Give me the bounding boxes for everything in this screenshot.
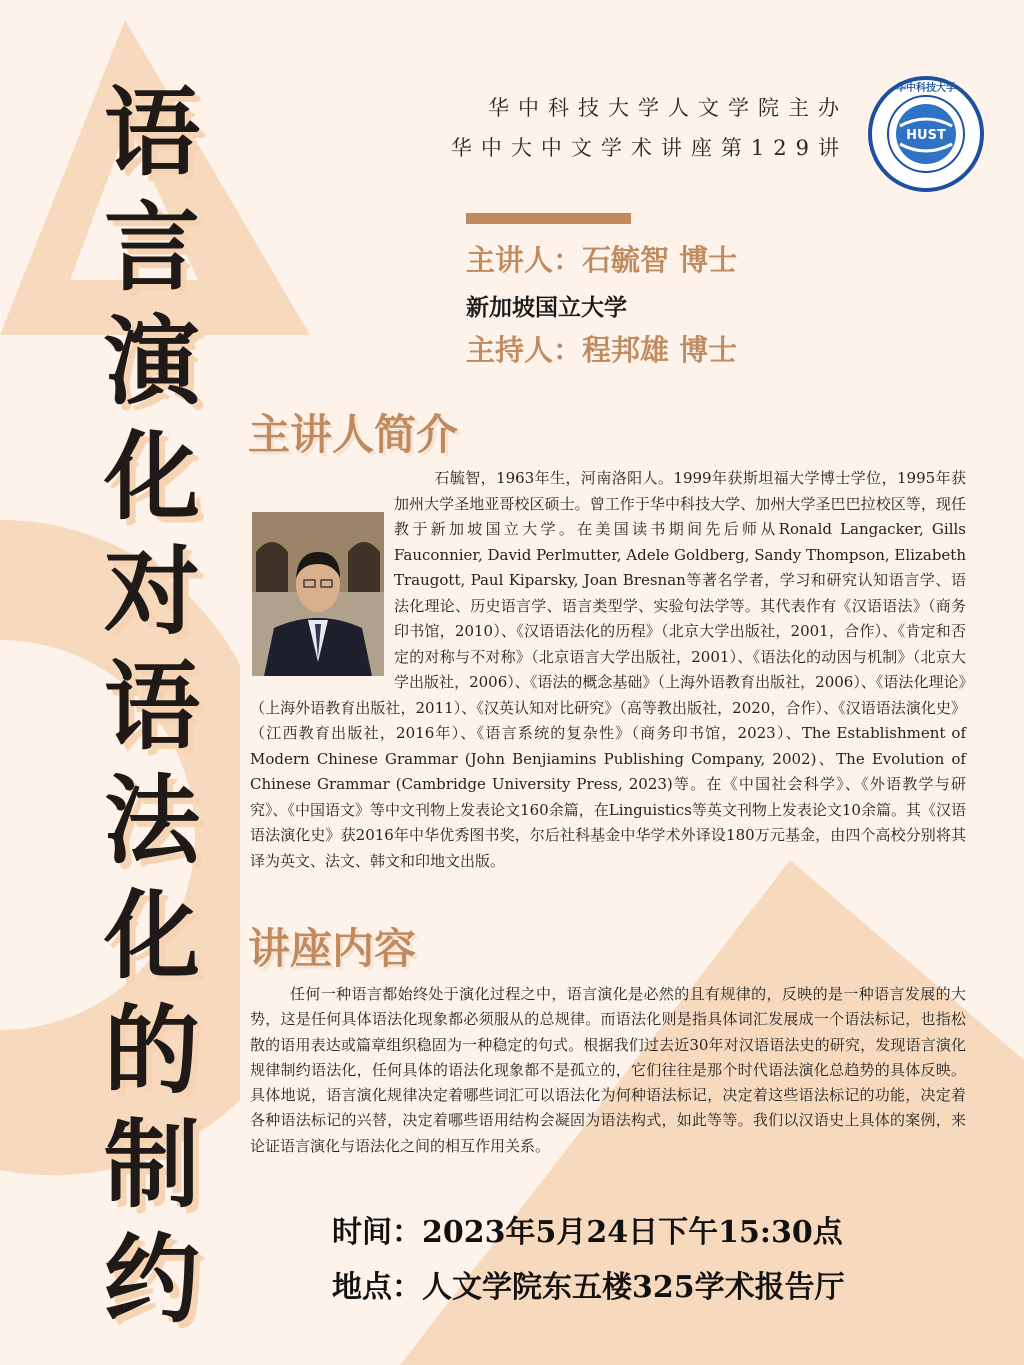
title-char: 语 — [104, 649, 200, 763]
speaker-bio — [250, 466, 966, 874]
title-char: 制 — [104, 1108, 200, 1222]
title-char: 对 — [104, 534, 200, 648]
event-time: 时间：2023年5月24日下午15:30点 — [332, 1215, 843, 1250]
organizer-line: 华中科技大学人文学院主办 — [488, 96, 848, 120]
host-line: 主持人：程邦雄 博士 — [466, 333, 738, 367]
title-char: 的 — [104, 993, 200, 1107]
bio-section-title: 主讲人简介 — [248, 410, 459, 459]
title-char: 化 — [104, 420, 200, 534]
lecture-series-line: 华中大中文学术讲座第129讲 — [450, 136, 848, 160]
title-char: 言 — [104, 190, 200, 304]
title-char: 约 — [104, 1223, 200, 1337]
event-place: 地点：人文学院东五楼325学术报告厅 — [332, 1270, 845, 1305]
content-section-title: 讲座内容 — [248, 924, 417, 973]
logo-ring-text: 华中科技大学 — [896, 83, 956, 94]
university-logo — [866, 74, 986, 194]
title-char: 法 — [104, 764, 200, 878]
title-char: 演 — [104, 305, 200, 419]
lecture-content-text: 任何一种语言都始终处于演化过程之中，语言演化是必然的且有规律的，反映的是一种语言发展的大势，这是任何具体语法化现象都必须服从的总规律。而语法化则是指具体词汇发展成一个语法标记，也指松散的语用表达或篇章组织稳固为一种稳定的句式。根据我们过去近30年对汉语语法史的研究，发现语言演化规律制约语法化，任何具体的语法化现象都不是孤立的，它们往往是那个时代语法演化总趋势的具体反映。具体地说，语言演化规律决定着哪些词汇可以语法化为何种语法标记，决定着这些语法标记的功能，决定着各种语法标记的兴替，决定着哪些语用结构会凝固为语法构式，如此等等。我们以汉语史上具体的案例，来论证语言演化与语法化之间的相互作用关系。 — [250, 985, 966, 1155]
speaker-affiliation: 新加坡国立大学 — [466, 294, 627, 321]
accent-bar — [466, 213, 631, 224]
title-char: 语 — [104, 76, 200, 189]
title-char: 化 — [104, 878, 200, 992]
vertical-title — [92, 76, 212, 1338]
speaker-line: 主讲人：石毓智 博士 — [466, 243, 738, 277]
logo-inner-text: HUST — [906, 128, 946, 143]
bio-text: 石毓智，1963年生，河南洛阳人。1999年获斯坦福大学博士学位，1995年获加州大学圣地亚哥校区硕士。曾工作于华中科技大学、加州大学圣巴巴拉校区等，现任教于新加坡国立大学。在美国读书期间先后师从Ronald Langacker, Gills Fauconnier, David Perlmutter, Adele Goldberg, Sandy Thompson, Elizabeth Traugott, Paul Kiparsky, Joan Bresnan等著名学者，学习和研究认知语言学、语法化理论、历史语言学、语言类型学、实验句法学等。其代表作有《汉语语法》（商务印书馆，2010）、《汉语语法化的历程》（北京大学出版社，2001，合作）、《肯定和否定的对称与不对称》（北京语言大学出版社，2001）、《语法化的动因与机制》（北京大学出版社，2006）、《语法的概念基础》（上海外语教育出版社，2006）、《语法化理论》（上海外语教育出版社，2011）、《汉英认知对比研究》（高等教出版社，2020，合作）、《汉语语法演化史》（江西教育出版社，2016年）、《语言系统的复杂性》（商务印书馆，2023）、The Establishment of Modern Chinese Grammar (John Benjiamins Publishing Company, 2002)、The Evolution of Chinese Grammar (Cambridge University Press, 2023)等。在《中国社会科学》、《外语教学与研究》、《中国语文》等中文刊物上发表论文160余篇，在Linguistics等英文刊物上发表论文10余篇。其《汉语语法演化史》获2016年中华优秀图书奖，尔后社科基金中华学术外译设180万元基金，由四个高校分别将其译为英文、法文、韩文和印地文出版。 — [250, 469, 966, 870]
